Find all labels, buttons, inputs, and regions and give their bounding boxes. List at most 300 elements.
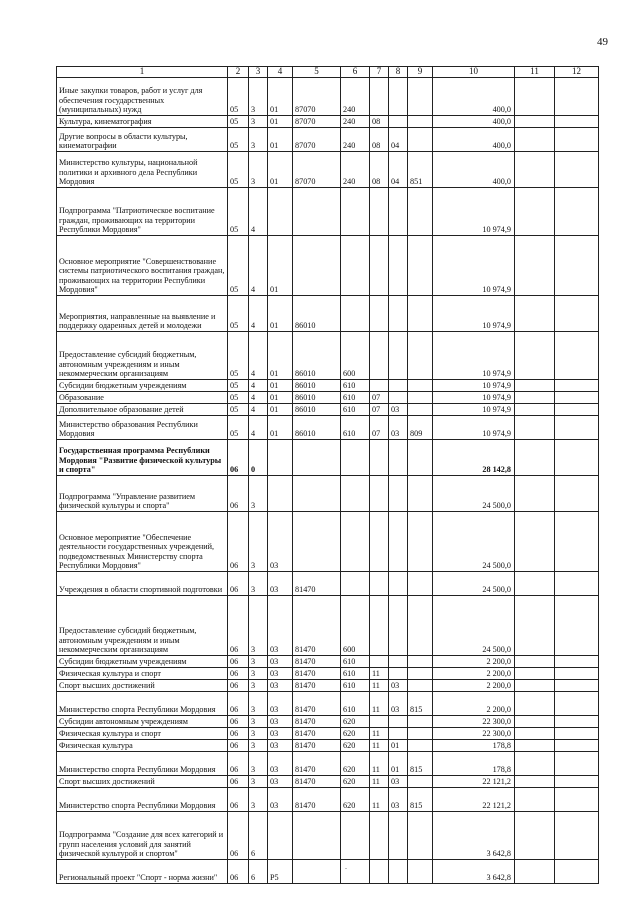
table-row (57, 380, 599, 392)
code-cell (293, 236, 341, 296)
amount-cell: 2 200,0 (433, 692, 515, 716)
amount-cell: 24 500,0 (433, 596, 515, 656)
empty-cell (555, 776, 599, 788)
code-cell: 11 (370, 692, 389, 716)
code-cell (341, 236, 370, 296)
empty-cell (555, 860, 599, 884)
empty-cell (515, 188, 555, 236)
code-cell: 06 (228, 716, 249, 728)
table-row (57, 692, 599, 716)
column-header-12: 12 (555, 67, 599, 78)
code-cell: 86010 (293, 332, 341, 380)
table-row (57, 740, 599, 752)
row-name-cell: Другие вопросы в области культуры, кинематографии (57, 128, 228, 152)
code-cell (408, 740, 433, 752)
code-cell (408, 116, 433, 128)
code-cell: 610 (341, 656, 370, 668)
code-cell: 03 (268, 752, 293, 776)
code-cell: 620 (341, 716, 370, 728)
row-name-cell: Спорт высших достижений (57, 680, 228, 692)
code-cell (408, 812, 433, 860)
code-cell: 01 (268, 152, 293, 188)
code-cell: P5 (268, 860, 293, 884)
code-cell: 3 (249, 716, 268, 728)
code-cell: 4 (249, 416, 268, 440)
code-cell (293, 812, 341, 860)
code-cell (389, 440, 408, 476)
footer-mark: . (345, 862, 347, 871)
code-cell (370, 476, 389, 512)
amount-cell: 24 500,0 (433, 572, 515, 596)
code-cell (408, 332, 433, 380)
code-cell: 03 (268, 596, 293, 656)
column-header-2: 2 (228, 67, 249, 78)
empty-cell (515, 776, 555, 788)
column-header-5: 5 (293, 67, 341, 78)
code-cell: 620 (341, 740, 370, 752)
code-cell: 4 (249, 404, 268, 416)
code-cell: 05 (228, 392, 249, 404)
code-cell: 06 (228, 476, 249, 512)
code-cell: 3 (249, 512, 268, 572)
code-cell (268, 476, 293, 512)
empty-cell (555, 116, 599, 128)
table-row (57, 332, 599, 380)
code-cell (370, 332, 389, 380)
code-cell: 08 (370, 152, 389, 188)
row-name-cell: Предоставление субсидий бюджетным, автономным учреждениям и иным некоммерческим организациям (57, 596, 228, 656)
code-cell: 4 (249, 380, 268, 392)
empty-cell (515, 752, 555, 776)
table-row (57, 440, 599, 476)
code-cell: 610 (341, 692, 370, 716)
code-cell (370, 656, 389, 668)
code-cell: 05 (228, 78, 249, 116)
code-cell (293, 476, 341, 512)
amount-cell: 28 142,8 (433, 440, 515, 476)
budget-table (56, 66, 599, 884)
code-cell: 81470 (293, 680, 341, 692)
row-name-cell: Государственная программа Республики Мордовия "Развитие физической культуры и спорта" (57, 440, 228, 476)
table-row (57, 656, 599, 668)
code-cell: 3 (249, 776, 268, 788)
row-name-cell: Подпрограмма "Патриотическое воспитание граждан, проживающих на территории Республики Мордовия" (57, 188, 228, 236)
code-cell: 06 (228, 812, 249, 860)
table-row (57, 78, 599, 116)
code-cell: 03 (268, 656, 293, 668)
code-cell (341, 296, 370, 332)
code-cell: 81470 (293, 692, 341, 716)
table-row (57, 812, 599, 860)
code-cell: 03 (268, 692, 293, 716)
table-row (57, 776, 599, 788)
amount-cell: 24 500,0 (433, 476, 515, 512)
column-header-10: 10 (433, 67, 515, 78)
code-cell: 3 (249, 656, 268, 668)
column-header-4: 4 (268, 67, 293, 78)
code-cell: 03 (389, 404, 408, 416)
amount-cell: 10 974,9 (433, 188, 515, 236)
amount-cell: 3 642,8 (433, 860, 515, 884)
code-cell: 610 (341, 392, 370, 404)
code-cell (408, 716, 433, 728)
empty-cell (515, 572, 555, 596)
column-header-1: 1 (57, 67, 228, 78)
code-cell (408, 440, 433, 476)
code-cell (408, 572, 433, 596)
code-cell (341, 188, 370, 236)
code-cell (408, 512, 433, 572)
code-cell (389, 860, 408, 884)
table-header-row (57, 67, 599, 78)
empty-cell (555, 380, 599, 392)
row-name-cell: Министерство спорта Республики Мордовия (57, 788, 228, 812)
empty-cell (515, 404, 555, 416)
code-cell: 81470 (293, 668, 341, 680)
code-cell (389, 78, 408, 116)
empty-cell (555, 668, 599, 680)
code-cell: 05 (228, 380, 249, 392)
code-cell (389, 476, 408, 512)
empty-cell (515, 116, 555, 128)
empty-cell (555, 188, 599, 236)
code-cell: 03 (268, 716, 293, 728)
code-cell: 01 (389, 752, 408, 776)
table-row (57, 392, 599, 404)
code-cell (389, 236, 408, 296)
code-cell: 815 (408, 788, 433, 812)
code-cell: 03 (389, 692, 408, 716)
code-cell: 01 (389, 740, 408, 752)
code-cell: 05 (228, 128, 249, 152)
amount-cell: 10 974,9 (433, 404, 515, 416)
code-cell (408, 78, 433, 116)
code-cell (408, 860, 433, 884)
code-cell: 240 (341, 78, 370, 116)
table-row (57, 572, 599, 596)
code-cell: 610 (341, 668, 370, 680)
row-name-cell: Физическая культура и спорт (57, 668, 228, 680)
code-cell: 11 (370, 680, 389, 692)
code-cell (408, 728, 433, 740)
code-cell (370, 860, 389, 884)
amount-cell: 178,8 (433, 740, 515, 752)
code-cell: 06 (228, 728, 249, 740)
empty-cell (555, 392, 599, 404)
table-row (57, 668, 599, 680)
code-cell (341, 476, 370, 512)
code-cell: 81470 (293, 740, 341, 752)
code-cell: 05 (228, 188, 249, 236)
code-cell: 05 (228, 296, 249, 332)
code-cell: 11 (370, 668, 389, 680)
code-cell: 06 (228, 692, 249, 716)
code-cell: 81470 (293, 752, 341, 776)
amount-cell: 178,8 (433, 752, 515, 776)
empty-cell (515, 788, 555, 812)
code-cell: 620 (341, 728, 370, 740)
code-cell (408, 404, 433, 416)
empty-cell (555, 296, 599, 332)
empty-cell (555, 656, 599, 668)
code-cell: 03 (268, 788, 293, 812)
row-name-cell: Министерство культуры, национальной политики и архивного дела Республики Мордовия (57, 152, 228, 188)
code-cell: 03 (268, 740, 293, 752)
code-cell: 07 (370, 404, 389, 416)
code-cell (370, 188, 389, 236)
code-cell: 07 (370, 416, 389, 440)
code-cell: 01 (268, 116, 293, 128)
code-cell: 3 (249, 680, 268, 692)
row-name-cell: Физическая культура (57, 740, 228, 752)
row-name-cell: Дополнительное образование детей (57, 404, 228, 416)
empty-cell (555, 788, 599, 812)
code-cell (408, 296, 433, 332)
code-cell: 06 (228, 740, 249, 752)
code-cell: 81470 (293, 728, 341, 740)
table-row (57, 128, 599, 152)
code-cell: 240 (341, 152, 370, 188)
code-cell (389, 392, 408, 404)
amount-cell: 10 974,9 (433, 332, 515, 380)
code-cell (370, 716, 389, 728)
code-cell (389, 572, 408, 596)
code-cell (389, 116, 408, 128)
code-cell: 07 (370, 392, 389, 404)
empty-cell (555, 128, 599, 152)
code-cell: 04 (389, 128, 408, 152)
code-cell: 3 (249, 740, 268, 752)
code-cell: 04 (389, 152, 408, 188)
empty-cell (555, 416, 599, 440)
code-cell (389, 380, 408, 392)
amount-cell: 22 300,0 (433, 728, 515, 740)
amount-cell: 2 200,0 (433, 668, 515, 680)
empty-cell (515, 236, 555, 296)
empty-cell (515, 680, 555, 692)
table-row (57, 728, 599, 740)
amount-cell: 400,0 (433, 78, 515, 116)
code-cell: 87070 (293, 152, 341, 188)
code-cell (389, 812, 408, 860)
amount-cell: 10 974,9 (433, 380, 515, 392)
code-cell: 6 (249, 860, 268, 884)
code-cell: 240 (341, 116, 370, 128)
code-cell (389, 668, 408, 680)
empty-cell (515, 656, 555, 668)
column-header-3: 3 (249, 67, 268, 78)
code-cell: 86010 (293, 392, 341, 404)
code-cell: 3 (249, 152, 268, 188)
code-cell: 610 (341, 404, 370, 416)
code-cell: 815 (408, 752, 433, 776)
empty-cell (555, 680, 599, 692)
code-cell (293, 512, 341, 572)
code-cell: 86010 (293, 416, 341, 440)
table-row (57, 860, 599, 884)
code-cell: 03 (389, 680, 408, 692)
empty-cell (515, 812, 555, 860)
code-cell (408, 596, 433, 656)
empty-cell (555, 236, 599, 296)
code-cell (408, 680, 433, 692)
amount-cell: 400,0 (433, 152, 515, 188)
table-row (57, 188, 599, 236)
code-cell (408, 128, 433, 152)
code-cell (408, 392, 433, 404)
code-cell: 4 (249, 332, 268, 380)
empty-cell (555, 404, 599, 416)
code-cell (341, 512, 370, 572)
code-cell: 87070 (293, 78, 341, 116)
table-row (57, 296, 599, 332)
code-cell (341, 572, 370, 596)
code-cell (370, 512, 389, 572)
code-cell: 81470 (293, 716, 341, 728)
table-row (57, 236, 599, 296)
code-cell: 3 (249, 668, 268, 680)
code-cell: 87070 (293, 116, 341, 128)
code-cell: 3 (249, 788, 268, 812)
code-cell: 11 (370, 740, 389, 752)
code-cell: 05 (228, 404, 249, 416)
empty-cell (515, 476, 555, 512)
code-cell: 86010 (293, 296, 341, 332)
code-cell: 01 (268, 404, 293, 416)
empty-cell (555, 512, 599, 572)
code-cell: 81470 (293, 572, 341, 596)
code-cell: 3 (249, 476, 268, 512)
code-cell: 3 (249, 78, 268, 116)
table-row (57, 752, 599, 776)
amount-cell: 2 200,0 (433, 680, 515, 692)
code-cell: 81470 (293, 776, 341, 788)
code-cell: 815 (408, 692, 433, 716)
row-name-cell: Образование (57, 392, 228, 404)
code-cell: 3 (249, 596, 268, 656)
code-cell: 03 (389, 788, 408, 812)
code-cell: 06 (228, 572, 249, 596)
code-cell (370, 596, 389, 656)
code-cell: 4 (249, 296, 268, 332)
code-cell: 06 (228, 512, 249, 572)
row-name-cell: Региональный проект "Спорт - норма жизни" (57, 860, 228, 884)
code-cell: 01 (268, 392, 293, 404)
code-cell: 3 (249, 116, 268, 128)
table-row (57, 416, 599, 440)
code-cell: 03 (268, 776, 293, 788)
code-cell (389, 728, 408, 740)
code-cell (408, 188, 433, 236)
code-cell (408, 476, 433, 512)
code-cell: 600 (341, 332, 370, 380)
empty-cell (515, 512, 555, 572)
empty-cell (515, 440, 555, 476)
code-cell: 3 (249, 572, 268, 596)
code-cell (408, 776, 433, 788)
code-cell (370, 236, 389, 296)
code-cell: 01 (268, 416, 293, 440)
row-name-cell: Основное мероприятие "Совершенствование системы патриотического воспитания граждан, проживающих на территории Республики Мордовия" (57, 236, 228, 296)
empty-cell (555, 572, 599, 596)
code-cell: 06 (228, 440, 249, 476)
code-cell: 03 (268, 572, 293, 596)
code-cell: 240 (341, 128, 370, 152)
code-cell (370, 440, 389, 476)
row-name-cell: Иные закупки товаров, работ и услуг для обеспечения государственных (муниципальных) нужд (57, 78, 228, 116)
amount-cell: 22 300,0 (433, 716, 515, 728)
code-cell (268, 440, 293, 476)
code-cell (341, 440, 370, 476)
code-cell (370, 380, 389, 392)
code-cell: 620 (341, 776, 370, 788)
code-cell: 01 (268, 380, 293, 392)
code-cell (293, 860, 341, 884)
amount-cell: 2 200,0 (433, 656, 515, 668)
code-cell: 11 (370, 788, 389, 812)
empty-cell (515, 668, 555, 680)
code-cell: 06 (228, 776, 249, 788)
row-name-cell: Министерство спорта Республики Мордовия (57, 692, 228, 716)
table-row (57, 476, 599, 512)
empty-cell (515, 416, 555, 440)
code-cell: 06 (228, 596, 249, 656)
code-cell: 3 (249, 728, 268, 740)
code-cell (389, 188, 408, 236)
code-cell: 05 (228, 332, 249, 380)
code-cell: 06 (228, 860, 249, 884)
code-cell: 01 (268, 128, 293, 152)
code-cell: 01 (268, 296, 293, 332)
column-header-7: 7 (370, 67, 389, 78)
table-row (57, 152, 599, 188)
column-header-11: 11 (515, 67, 555, 78)
code-cell (293, 440, 341, 476)
code-cell (389, 596, 408, 656)
code-cell: 0 (249, 440, 268, 476)
empty-cell (555, 78, 599, 116)
empty-cell (515, 596, 555, 656)
empty-cell (555, 476, 599, 512)
code-cell: 81470 (293, 596, 341, 656)
amount-cell: 10 974,9 (433, 392, 515, 404)
empty-cell (515, 380, 555, 392)
table-row (57, 404, 599, 416)
empty-cell (515, 392, 555, 404)
code-cell (408, 656, 433, 668)
code-cell (389, 716, 408, 728)
table-row (57, 116, 599, 128)
empty-cell (515, 128, 555, 152)
empty-cell (555, 716, 599, 728)
empty-cell (515, 860, 555, 884)
page-number: 49 (597, 36, 608, 48)
code-cell (389, 512, 408, 572)
code-cell: 4 (249, 392, 268, 404)
code-cell: 620 (341, 788, 370, 812)
code-cell (268, 188, 293, 236)
code-cell: 01 (268, 236, 293, 296)
row-name-cell: Субсидии бюджетным учреждениям (57, 656, 228, 668)
empty-cell (515, 152, 555, 188)
code-cell: 01 (268, 78, 293, 116)
code-cell: 01 (268, 332, 293, 380)
table-row (57, 716, 599, 728)
code-cell: 06 (228, 752, 249, 776)
code-cell: 06 (228, 668, 249, 680)
row-name-cell: Предоставление субсидий бюджетным, автономным учреждениям и иным некоммерческим организациям (57, 332, 228, 380)
code-cell (408, 236, 433, 296)
